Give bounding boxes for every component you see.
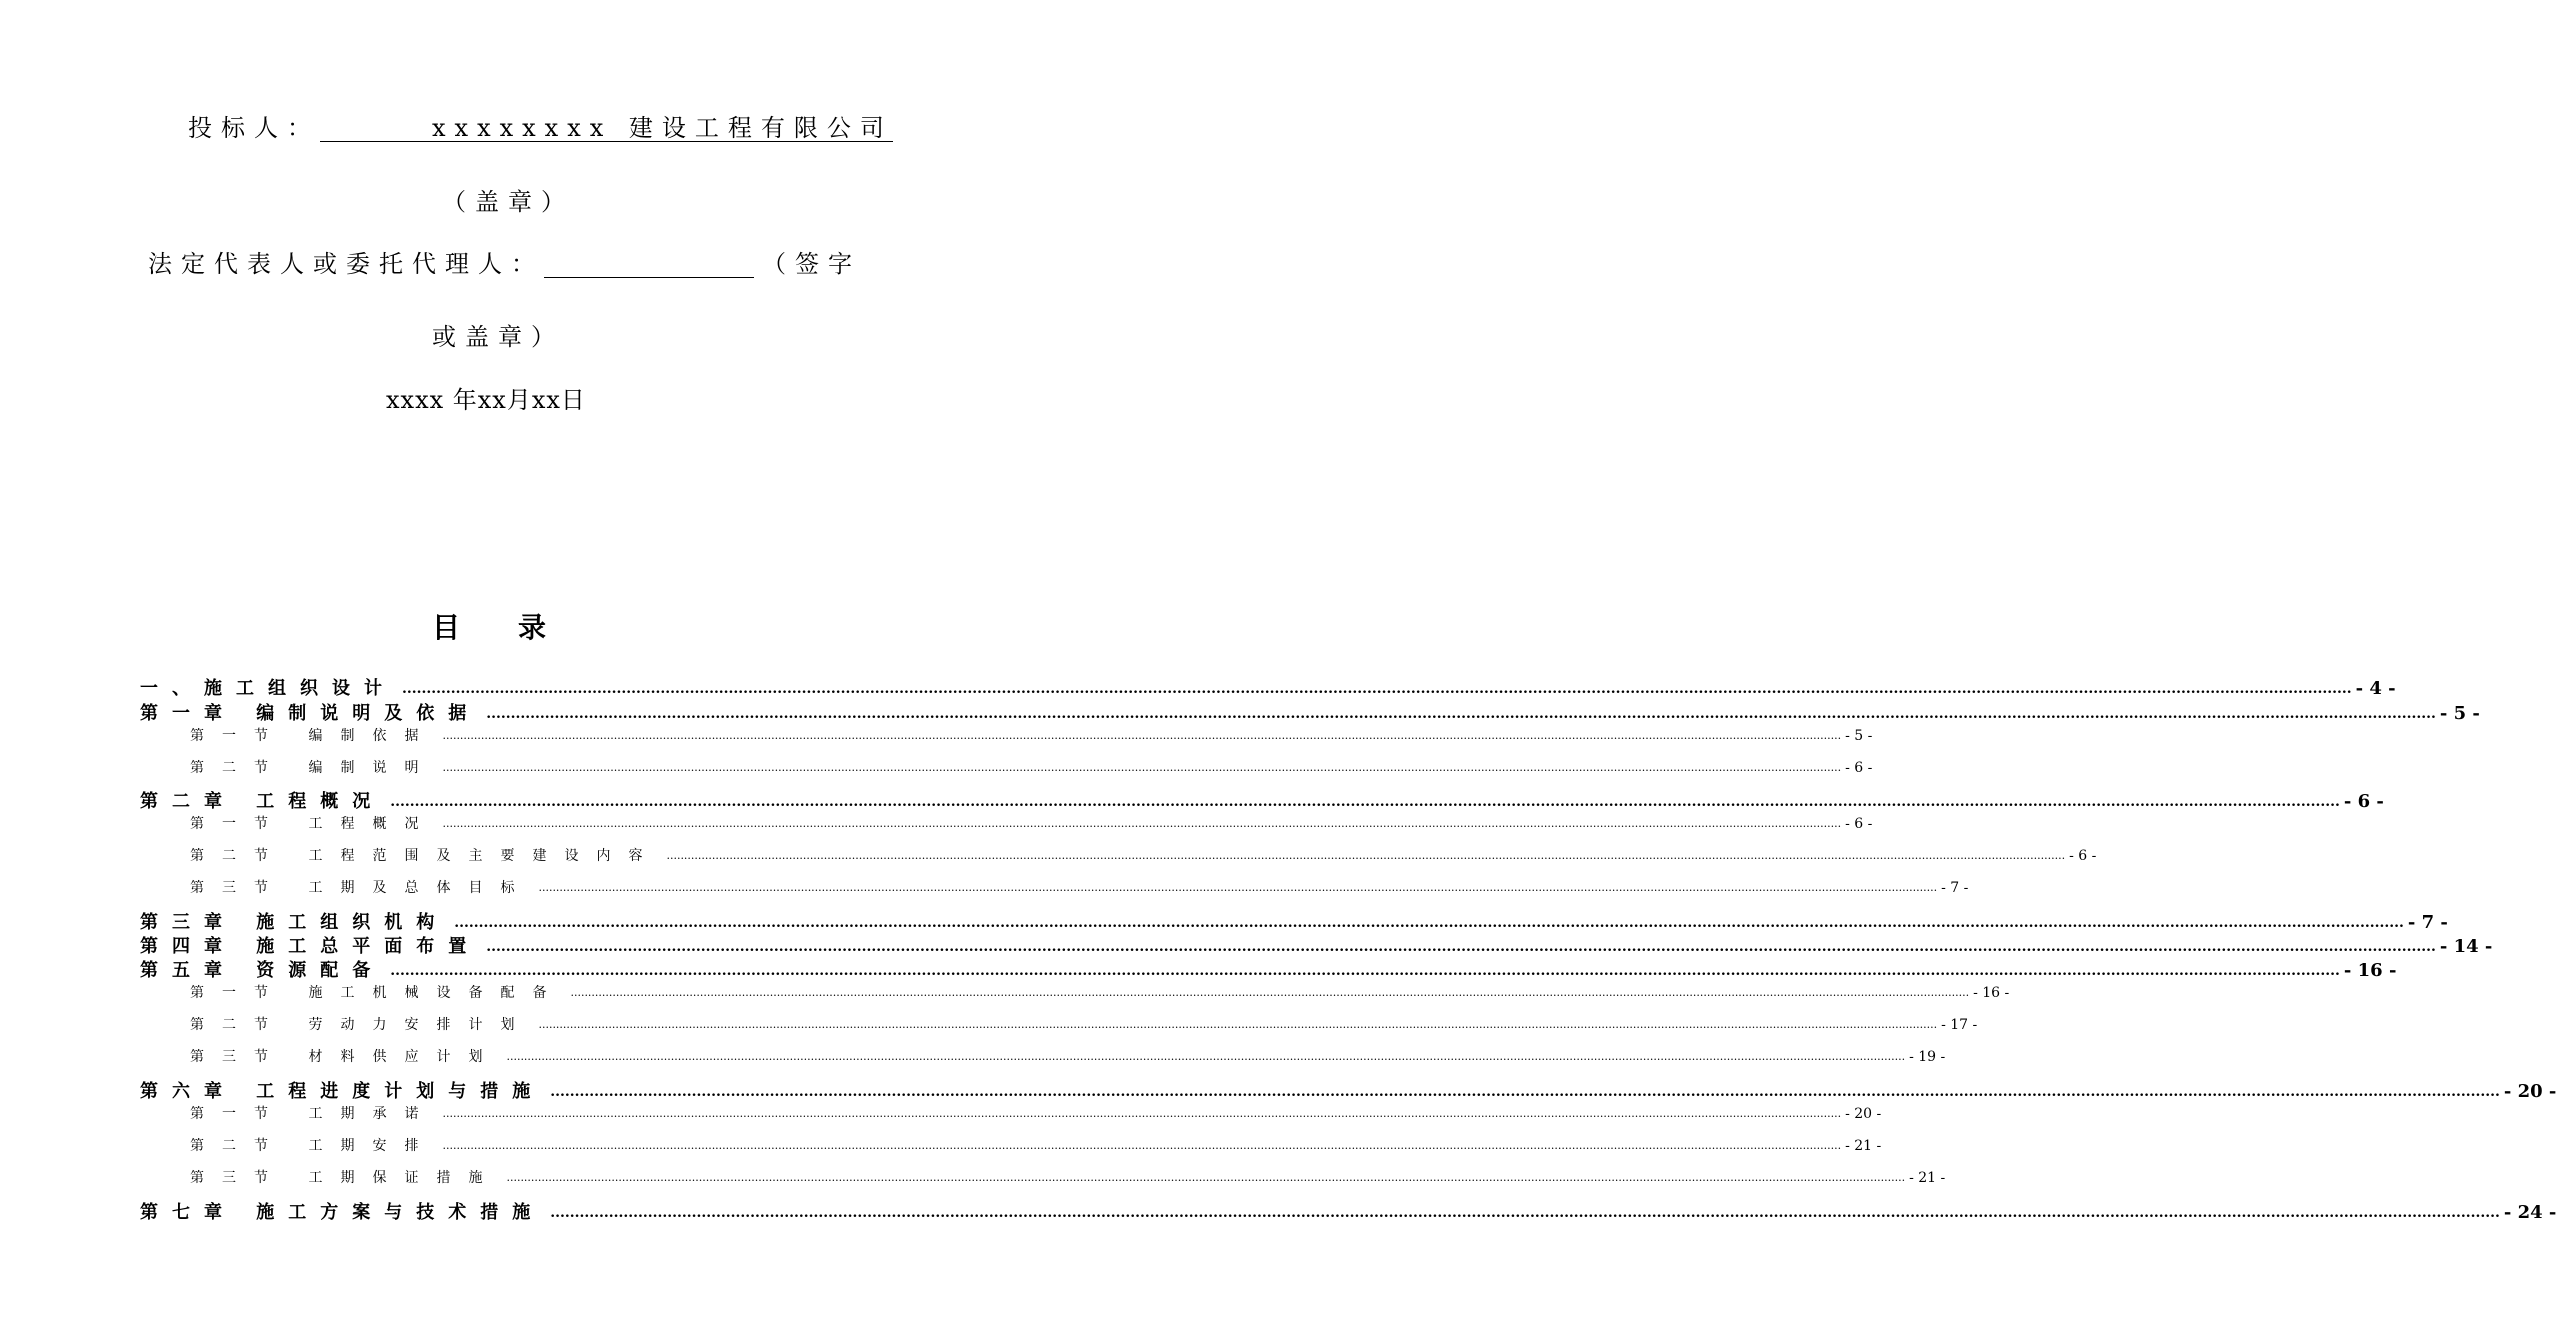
toc-entry-page: - 6 - xyxy=(2343,791,2384,812)
toc-entry[interactable] xyxy=(190,727,1873,745)
toc-leader-dots: ................................................................................................................................................................................................................................................................................................................................................................................................................ xyxy=(454,915,2404,931)
date-line: xxxx 年xx月xx日 xyxy=(386,386,586,414)
toc-entry[interactable] xyxy=(190,815,1873,833)
toc-entry-page: - 24 - xyxy=(2503,1202,2556,1223)
toc-entry-label: 第三节 工期保证措施 xyxy=(190,1170,501,1186)
toc-leader-dots: ................................................................................................................................................................................................................................................................................................................................................................................................................ xyxy=(442,1139,1842,1152)
toc-entry[interactable] xyxy=(190,879,1969,897)
toc-entry-page: - 14 - xyxy=(2439,936,2493,957)
toc-leader-dots: ................................................................................................................................................................................................................................................................................................................................................................................................................ xyxy=(390,794,2340,810)
toc-entry-label: 第二节 工期安排 xyxy=(190,1138,437,1154)
toc-entry-label: 第一节 工期承诺 xyxy=(190,1106,437,1122)
toc-entry-label: 第三章 施工组织机构 xyxy=(140,912,449,933)
toc-leader-dots: ................................................................................................................................................................................................................................................................................................................................................................................................................ xyxy=(538,1018,1938,1031)
toc-entry[interactable] xyxy=(140,703,2480,725)
toc-entry[interactable] xyxy=(140,912,2448,934)
toc-entry[interactable] xyxy=(140,1202,2556,1224)
toc-entry-page: - 20 - xyxy=(2503,1081,2556,1102)
toc-entry-page: - 19 - xyxy=(1909,1049,1946,1065)
toc-entry[interactable] xyxy=(140,936,2493,958)
toc-entry-label: 第三节 工期及总体目标 xyxy=(190,880,533,896)
toc-entry[interactable] xyxy=(190,1137,1882,1155)
toc-entry-page: - 21 - xyxy=(1845,1138,1882,1154)
toc-entry-label: 第三节 材料供应计划 xyxy=(190,1049,501,1065)
toc-leader-dots: ................................................................................................................................................................................................................................................................................................................................................................................................................ xyxy=(442,729,1842,742)
toc-entry-label: 第四章 施工总平面布置 xyxy=(140,936,481,957)
toc-entry[interactable] xyxy=(190,1016,1978,1034)
toc-entry-page: - 5 - xyxy=(1845,728,1873,744)
toc-entry-label: 第一章 编制说明及依据 xyxy=(140,703,481,724)
toc-entry-page: - 6 - xyxy=(1845,816,1873,832)
representative-line xyxy=(148,250,861,278)
toc-entry[interactable] xyxy=(190,1169,1946,1187)
toc-entry[interactable] xyxy=(190,847,2097,865)
toc-entry-page: - 7 - xyxy=(2407,912,2448,933)
toc-leader-dots: ................................................................................................................................................................................................................................................................................................................................................................................................................ xyxy=(486,939,2436,955)
representative-suffix-cont: 或盖章） xyxy=(432,323,564,351)
toc-entry-label: 第二节 劳动力安排计划 xyxy=(190,1017,533,1033)
bidder-line xyxy=(188,114,893,142)
toc-entry-page: - 21 - xyxy=(1909,1170,1946,1186)
signature-blank xyxy=(544,251,754,278)
toc-entry[interactable] xyxy=(140,678,2396,700)
toc-entry-page: - 6 - xyxy=(2069,848,2097,864)
toc-entry[interactable] xyxy=(140,791,2384,813)
toc-entry[interactable] xyxy=(190,759,1873,777)
toc-entry-label: 第二节 工程范围及主要建设内容 xyxy=(190,848,661,864)
toc-title: 目录 xyxy=(432,611,605,644)
toc-entry-page: - 7 - xyxy=(1941,880,1969,896)
toc-entry-page: - 6 - xyxy=(1845,760,1873,776)
seal-note: （盖章） xyxy=(442,188,574,216)
toc-entry[interactable] xyxy=(190,1048,1946,1066)
toc-entry-label: 第一节 编制依据 xyxy=(190,728,437,744)
toc-leader-dots: ................................................................................................................................................................................................................................................................................................................................................................................................................ xyxy=(506,1050,1906,1063)
toc-entry-label: 第一节 工程概况 xyxy=(190,816,437,832)
toc-entry[interactable] xyxy=(190,1105,1882,1123)
toc-entry-label: 第五章 资源配备 xyxy=(140,960,385,981)
toc-entry[interactable] xyxy=(190,984,2010,1002)
toc-leader-dots: ................................................................................................................................................................................................................................................................................................................................................................................................................ xyxy=(666,849,2066,862)
toc-leader-dots: ................................................................................................................................................................................................................................................................................................................................................................................................................ xyxy=(402,681,2352,697)
bidder-label: 投标人： xyxy=(188,114,320,142)
toc-entry[interactable] xyxy=(140,960,2397,982)
representative-suffix: （签字 xyxy=(762,250,861,278)
toc-entry-label: 一、施工组织设计 xyxy=(140,678,396,699)
toc-entry-page: - 20 - xyxy=(1845,1106,1882,1122)
toc-leader-dots: ................................................................................................................................................................................................................................................................................................................................................................................................................ xyxy=(442,817,1842,830)
toc-leader-dots: ................................................................................................................................................................................................................................................................................................................................................................................................................ xyxy=(442,761,1842,774)
toc-entry-page: - 4 - xyxy=(2355,678,2396,699)
toc-leader-dots: ................................................................................................................................................................................................................................................................................................................................................................................................................ xyxy=(442,1107,1842,1120)
toc-leader-dots: ................................................................................................................................................................................................................................................................................................................................................................................................................ xyxy=(506,1171,1906,1184)
toc-entry-page: - 17 - xyxy=(1941,1017,1978,1033)
toc-entry-label: 第二章 工程概况 xyxy=(140,791,385,812)
toc-entry-label: 第一节 施工机械设备配备 xyxy=(190,985,565,1001)
toc-leader-dots: ................................................................................................................................................................................................................................................................................................................................................................................................................ xyxy=(486,706,2436,722)
toc-entry-page: - 5 - xyxy=(2439,703,2480,724)
toc-leader-dots: ................................................................................................................................................................................................................................................................................................................................................................................................................ xyxy=(570,986,1970,999)
toc-leader-dots: ................................................................................................................................................................................................................................................................................................................................................................................................................ xyxy=(390,963,2340,979)
toc-entry[interactable] xyxy=(140,1081,2556,1103)
toc-entry-page: - 16 - xyxy=(2343,960,2397,981)
bidder-name: xxxxxxxx 建设工程有限公司 xyxy=(320,115,893,142)
toc-leader-dots: ................................................................................................................................................................................................................................................................................................................................................................................................................ xyxy=(538,881,1938,894)
representative-label: 法定代表人或委托代理人： xyxy=(148,250,544,278)
toc-entry-page: - 16 - xyxy=(1973,985,2010,1001)
toc-leader-dots: ................................................................................................................................................................................................................................................................................................................................................................................................................ xyxy=(550,1084,2500,1100)
toc-entry-label: 第七章 施工方案与技术措施 xyxy=(140,1202,545,1223)
toc-entry-label: 第二节 编制说明 xyxy=(190,760,437,776)
toc-entry-label: 第六章 工程进度计划与措施 xyxy=(140,1081,545,1102)
toc-leader-dots: ................................................................................................................................................................................................................................................................................................................................................................................................................ xyxy=(550,1205,2500,1221)
